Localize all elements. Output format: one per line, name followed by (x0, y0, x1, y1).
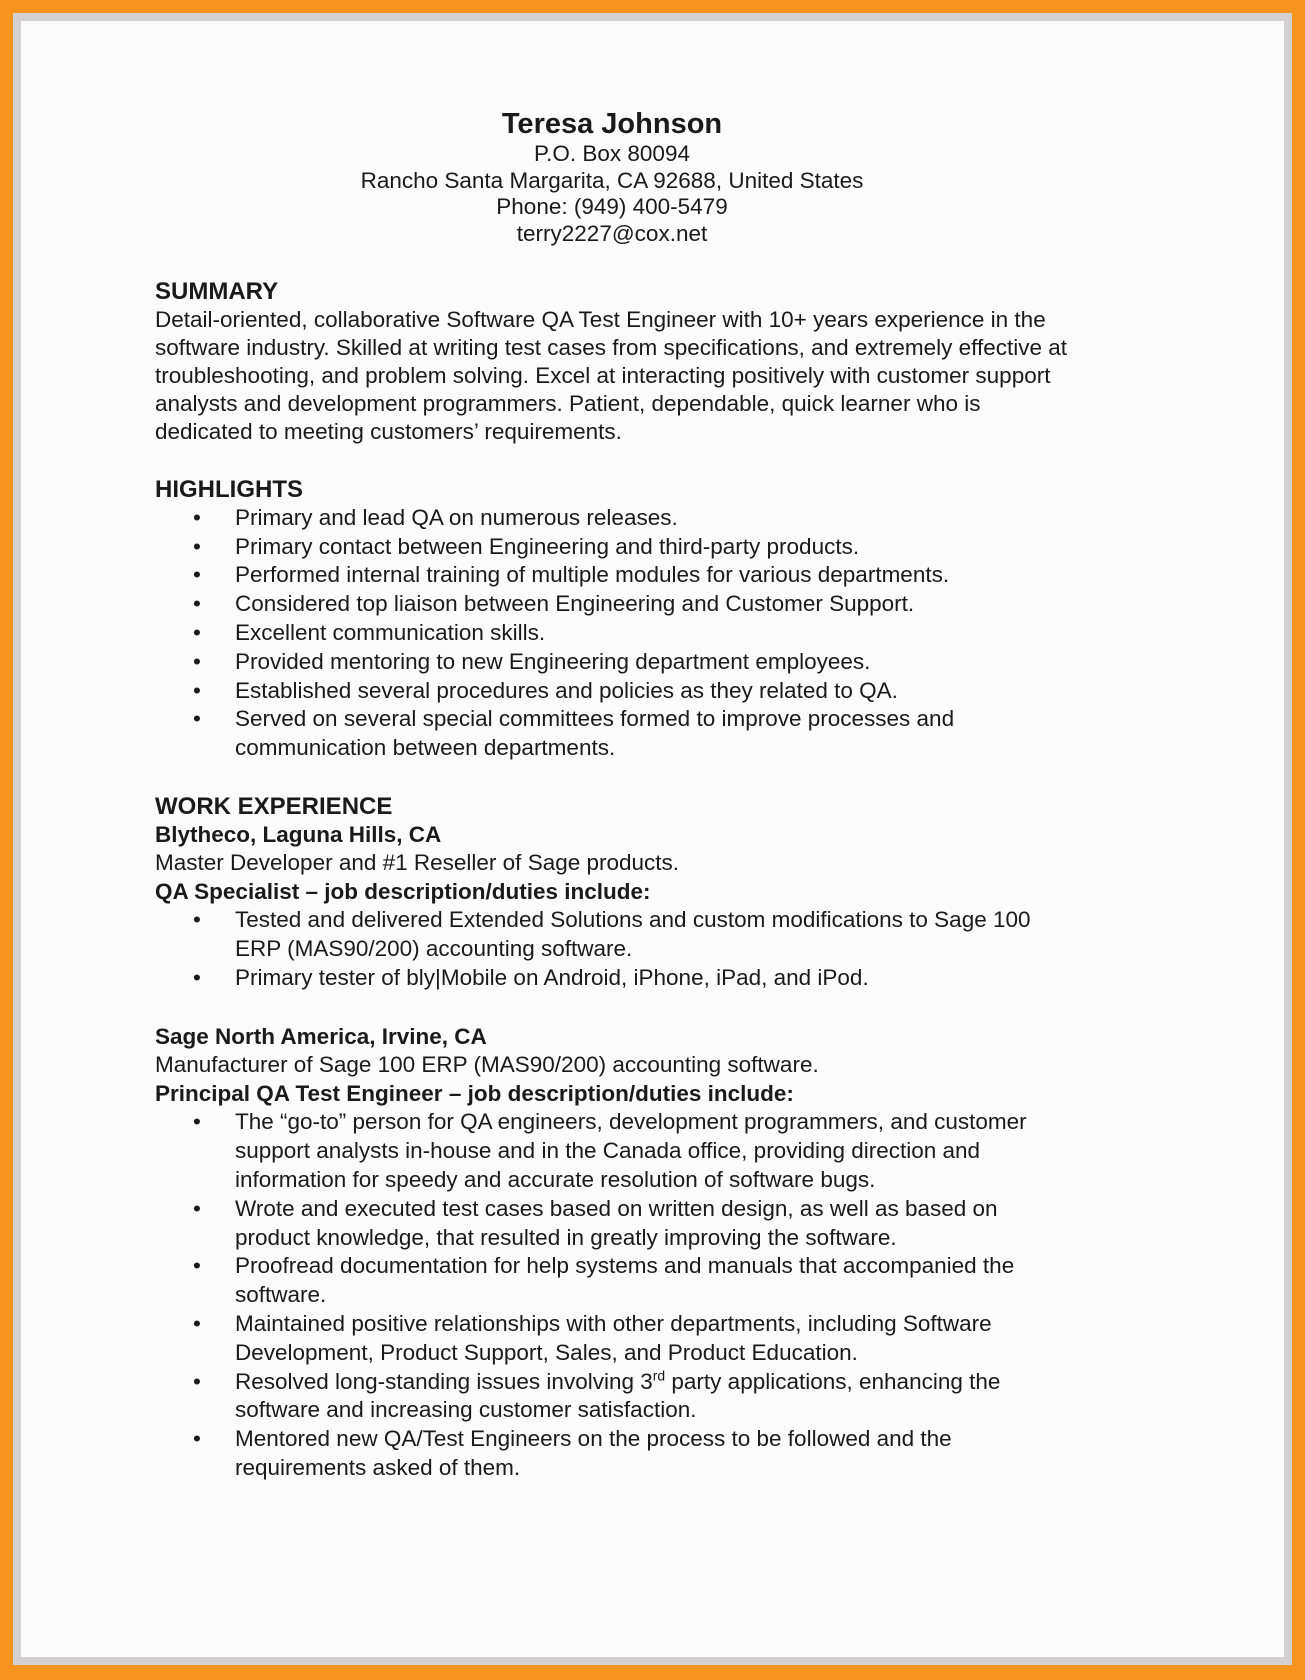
job-company: Blytheco, Laguna Hills, CA (155, 821, 442, 847)
bullet-text-part: Resolved long-standing issues involving 3 (235, 1368, 653, 1394)
bullet-item: • Primary contact between Engineering and third-party products. (155, 533, 1069, 562)
bullet-item: • Established several procedures and policies as they related to QA. (155, 677, 1069, 706)
address-line-2: Rancho Santa Margarita, CA 92688, United States (360, 167, 864, 193)
work-experience-heading: WORK EXPERIENCE (155, 792, 393, 820)
person-name: Teresa Johnson (501, 108, 723, 140)
address-line-1: P.O. Box 80094 (534, 141, 690, 166)
bullet-item: • Tested and delivered Extended Solutions and custom modifications to Sage 100 ERP (MAS90/200) accounting software. (155, 906, 1069, 964)
job-bullet-list (155, 1108, 1069, 1482)
bullet-item: • Excellent communication skills. (155, 619, 1069, 648)
bullet-item: • Wrote and executed test cases based on written design, as well as based on product knowledge, that resulted in greatly improving the software. (155, 1195, 1069, 1253)
bullet-item: • Provided mentoring to new Engineering department employees. (155, 648, 1069, 677)
bullet-item: • Performed internal training of multiple modules for various departments. (155, 561, 1069, 590)
job-company-description: Master Developer and #1 Reseller of Sage products. (155, 850, 680, 876)
phone-line: Phone: (949) 400-5479 (496, 194, 728, 220)
bullet-text-part: party applications, enhancing the software and increasing customer satisfaction. (235, 1368, 1001, 1423)
bullet-item: • Primary and lead QA on numerous releases. (155, 504, 1069, 533)
email-line: terry2227@cox.net (516, 221, 708, 247)
bullet-item: • The “go-to” person for QA engineers, development programmers, and customer support analysts in-house and in the Canada office, providing direction and information for speedy and accurate resolution of software bugs. (155, 1108, 1069, 1194)
bullet-item: • Considered top liaison between Engineering and Customer Support. (155, 590, 1069, 619)
highlights-section (155, 476, 1069, 763)
bullet-item: • Served on several special committees formed to improve processes and communication between departments. (155, 705, 1069, 763)
job-company: Sage North America, Irvine, CA (155, 1023, 487, 1049)
summary-heading: SUMMARY (155, 277, 279, 305)
job-sage (155, 1023, 1069, 1483)
job-company-description: Manufacturer of Sage 100 ERP (MAS90/200) accounting software. (155, 1052, 819, 1078)
job-bullet-list (155, 906, 1069, 992)
bullet-item: • Proofread documentation for help systems and manuals that accompanied the software. (155, 1252, 1069, 1310)
bullet-item (155, 1368, 1069, 1426)
summary-section (155, 278, 1069, 446)
superscript-text: rd (652, 1367, 666, 1384)
summary-text: Detail-oriented, collaborative Software QA Test Engineer with 10+ years experience in the software industry. Skilled at writing test cases from specifications, and extremely effective at troubleshooting, and problem solving. Excel at interacting positively with customer support analysts and development programmers. Patient, dependable, quick learner who is dedicated to meeting customers’ requirements. (155, 306, 1068, 444)
work-experience-section (155, 793, 1069, 1483)
job-title-line: Principal QA Test Engineer – job description/duties include: (155, 1080, 794, 1106)
bullet-item: • Primary tester of bly|Mobile on Android, iPhone, iPad, and iPod. (155, 964, 1069, 993)
highlights-list (155, 504, 1069, 763)
resume-header (155, 107, 1069, 248)
resume-content (21, 21, 1069, 1483)
resume-page (13, 13, 1292, 1665)
job-title-line: QA Specialist – job description/duties include: (155, 878, 651, 904)
bullet-item: • Mentored new QA/Test Engineers on the process to be followed and the requirements asked of them. (155, 1425, 1069, 1483)
highlights-heading: HIGHLIGHTS (155, 475, 303, 503)
job-blytheco (155, 821, 1069, 993)
bullet-item: • Maintained positive relationships with other departments, including Software Development, Product Support, Sales, and Product Education. (155, 1310, 1069, 1368)
